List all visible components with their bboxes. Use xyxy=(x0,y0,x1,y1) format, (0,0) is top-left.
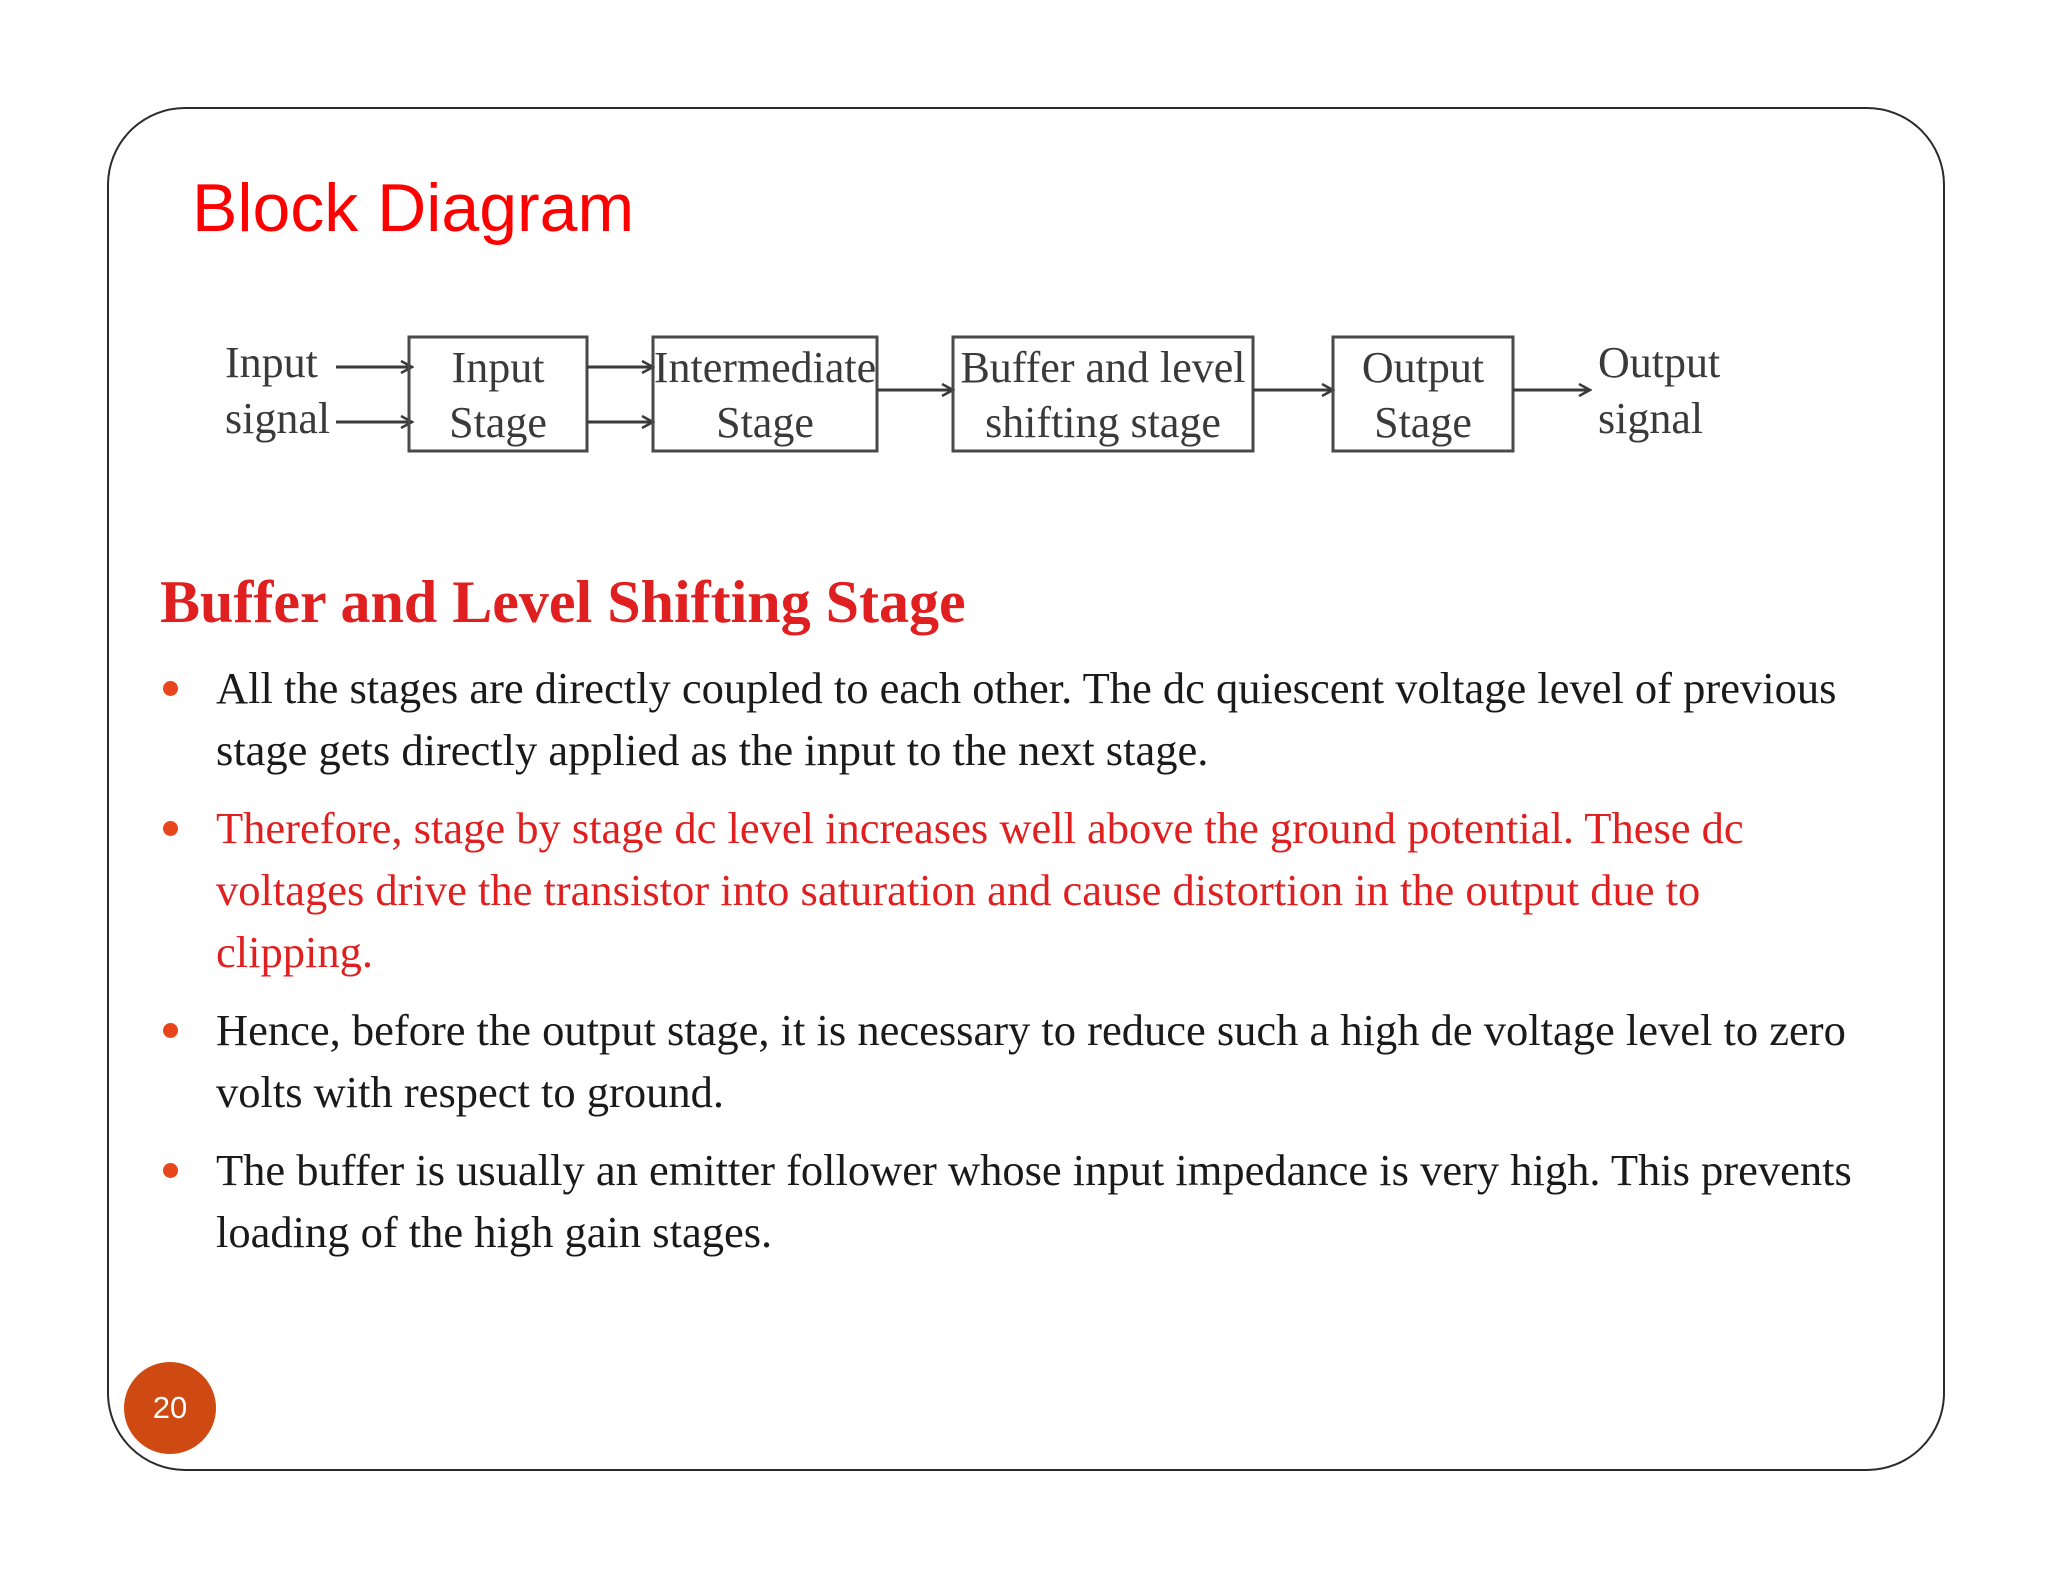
page-number-badge: 20 xyxy=(124,1362,216,1454)
bullet-dot-icon xyxy=(163,681,178,696)
bullet-text: Therefore, stage by stage dc level increases well above the ground potential. These dc voltages drive the transistor into saturation and cause distortion in the output due to clipping. xyxy=(216,803,1744,977)
block-intermediate-stage-line1: Intermediate xyxy=(653,343,877,392)
bullet-item xyxy=(160,999,1860,1123)
block-input-stage-line1: Input xyxy=(451,343,545,392)
block-buffer-level-shifting-line2: shifting stage xyxy=(985,398,1221,447)
bullet-text: All the stages are directly coupled to each other. The dc quiescent voltage level of previous stage gets directly applied as the input to the next stage. xyxy=(216,663,1837,775)
bullet-dot-icon xyxy=(163,1023,178,1038)
bullet-dot-icon xyxy=(163,1163,178,1178)
input-signal-label-line1: Input xyxy=(225,338,318,387)
bullet-text: The buffer is usually an emitter follower whose input impedance is very high. This prevents loading of the high gain stages. xyxy=(216,1145,1852,1257)
bullet-item xyxy=(160,1139,1860,1263)
bullet-dot-icon xyxy=(163,821,178,836)
bullet-text: Hence, before the output stage, it is necessary to reduce such a high de voltage level to zero volts with respect to ground. xyxy=(216,1005,1846,1117)
bullet-list xyxy=(160,657,1860,1279)
block-output-stage-line2: Stage xyxy=(1374,398,1472,447)
output-signal-label-line1: Output xyxy=(1598,338,1721,387)
bullet-item xyxy=(160,657,1860,781)
section-heading: Buffer and Level Shifting Stage xyxy=(160,569,966,635)
input-signal-label-line2: signal xyxy=(225,394,331,443)
block-buffer-level-shifting-line1: Buffer and level xyxy=(960,343,1246,392)
block-intermediate-stage-line2: Stage xyxy=(716,398,814,447)
slide-title: Block Diagram xyxy=(192,170,635,246)
block-input-stage-line2: Stage xyxy=(449,398,547,447)
output-signal-label-line2: signal xyxy=(1598,394,1704,443)
bullet-item xyxy=(160,797,1860,983)
block-output-stage-line1: Output xyxy=(1361,343,1485,392)
